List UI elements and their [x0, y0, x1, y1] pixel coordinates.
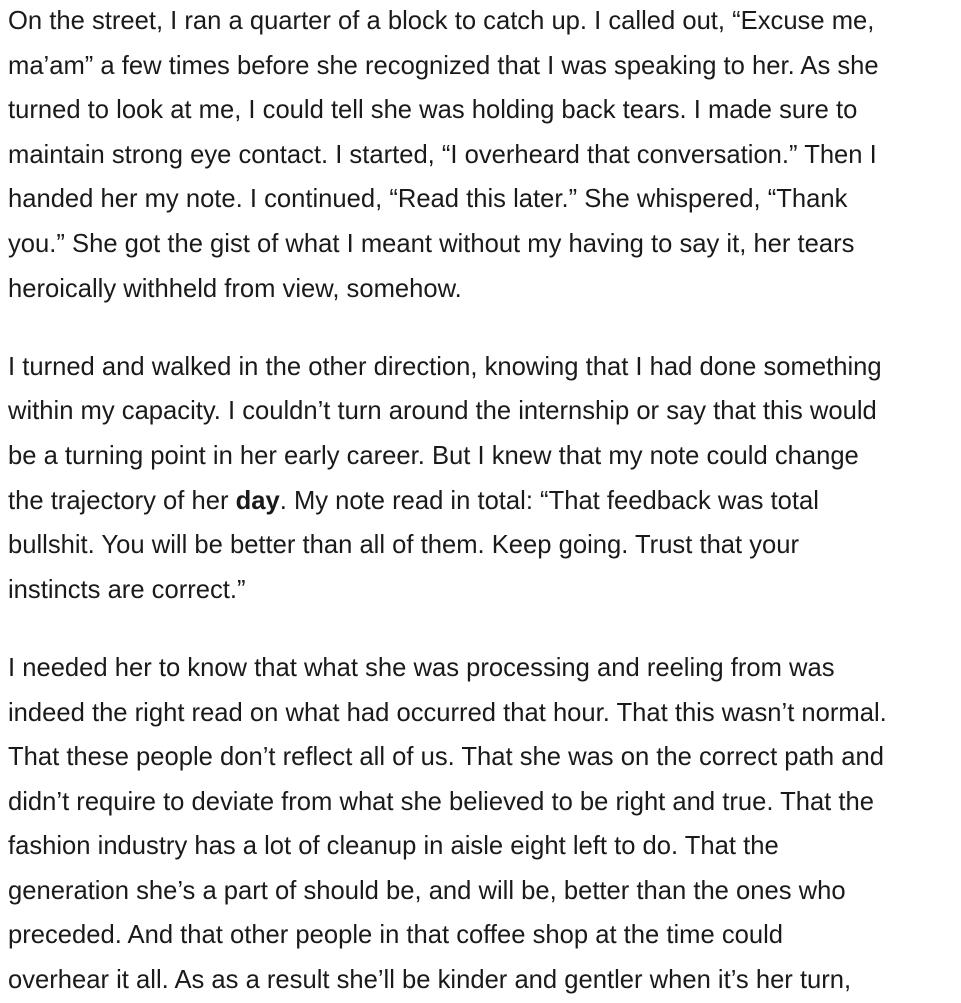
- text-line: maintain strong eye contact. I started, “I overheard that conversation.” Then I: [8, 140, 877, 169]
- article-body: [8, 0, 958, 1003]
- text-line: I turned and walked in the other direction, knowing that I had done something: [8, 352, 882, 381]
- text-line: you.” She got the gist of what I meant without my having to say it, her tears: [8, 229, 855, 258]
- text-line-with-emphasis: [8, 479, 958, 524]
- text-segment: . My note read in total: “That feedback was total: [279, 486, 819, 515]
- text-line: bullshit. You will be better than all of them. Keep going. Trust that your: [8, 531, 800, 560]
- text-line: handed her my note. I continued, “Read this later.” She whispered, “Thank: [8, 185, 848, 214]
- text-line: turned to look at me, I could tell she was holding back tears. I made sure to: [8, 96, 858, 125]
- text-line: On the street, I ran a quarter of a block to catch up. I called out, “Excuse me,: [8, 7, 875, 35]
- text-line: preceded. And that other people in that coffee shop at the time could: [8, 921, 783, 950]
- text-line: I needed her to know that what she was processing and reeling from was: [8, 653, 835, 682]
- text-line: generation she’s a part of should be, and will be, better than the ones who: [8, 876, 846, 905]
- paragraph-3: [8, 646, 958, 1003]
- text-line: instincts are correct.”: [8, 575, 246, 604]
- text-line: didn’t require to deviate from what she believed to be right and true. That the: [8, 787, 874, 816]
- text-line: within my capacity. I couldn’t turn around the internship or say that this would: [8, 397, 877, 426]
- emphasized-word: day: [235, 486, 280, 515]
- text-line: That these people don’t reflect all of us. That she was on the correct path and: [8, 743, 884, 772]
- paragraph-1: [8, 0, 958, 311]
- text-line: overhear it all. As as a result she’ll be kinder and gentler when it’s her turn,: [8, 966, 852, 995]
- paragraph-2: [8, 345, 958, 613]
- text-line: heroically withheld from view, somehow.: [8, 274, 462, 303]
- text-line: be a turning point in her early career. But I knew that my note could change: [8, 441, 859, 470]
- text-line: ma’am” a few times before she recognized that I was speaking to her. As she: [8, 51, 879, 80]
- text-line: indeed the right read on what had occurred that hour. That this wasn’t normal.: [8, 698, 887, 727]
- text-line: fashion industry has a lot of cleanup in aisle eight left to do. That the: [8, 832, 779, 861]
- text-segment: the trajectory of her: [8, 486, 236, 515]
